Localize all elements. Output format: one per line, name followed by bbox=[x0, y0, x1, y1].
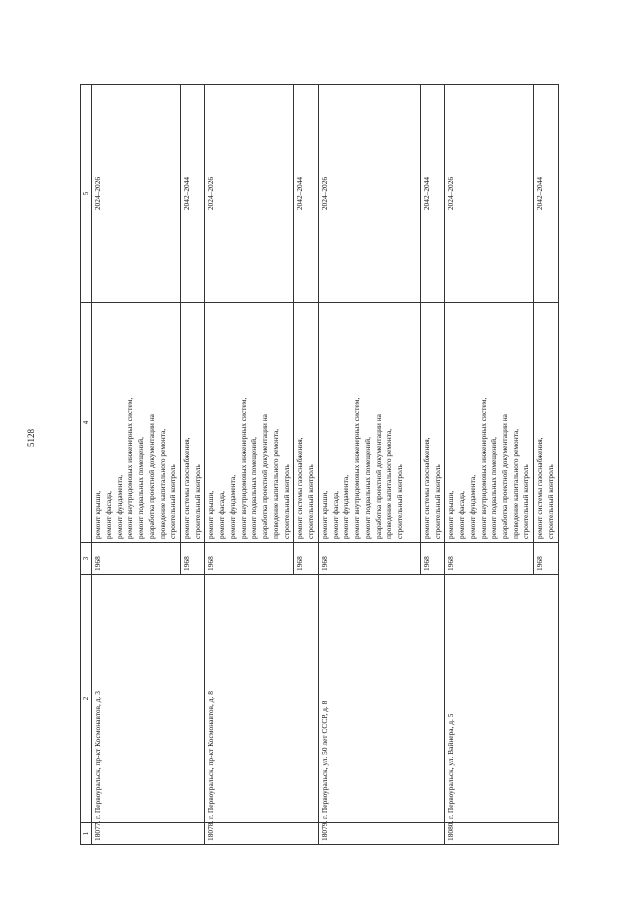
year-cell: 1968 bbox=[318, 543, 420, 575]
works-line: ремонт подвальных помещений, bbox=[136, 437, 146, 539]
year-cell: 1968 bbox=[92, 543, 181, 575]
period-cell: 2042–2044 bbox=[181, 85, 205, 303]
works-line: ремонт внутридомовых инженерных систем, bbox=[478, 397, 488, 539]
works-line: ремонт подвальных помещений, bbox=[249, 437, 259, 539]
works-line: ремонт подвальных помещений, bbox=[489, 437, 499, 539]
table-row bbox=[445, 85, 534, 845]
period-cell: 2042–2044 bbox=[534, 85, 558, 303]
works-line: проведение капитального ремонта, bbox=[270, 428, 280, 539]
works-line: ремонт крыши, bbox=[206, 490, 216, 539]
table-row bbox=[92, 85, 181, 845]
year-cell: 1968 bbox=[294, 543, 318, 575]
row-number: 18078. bbox=[205, 823, 318, 845]
works-line: ремонт крыши, bbox=[446, 490, 456, 539]
works-line: ремонт подвальных помещений, bbox=[362, 437, 372, 539]
column-header: 3 bbox=[81, 543, 92, 575]
period-cell: 2042–2044 bbox=[294, 85, 318, 303]
period-cell: 2024–2026 bbox=[92, 85, 181, 303]
page-number: 5128 bbox=[26, 429, 36, 447]
period-cell: 2024–2026 bbox=[205, 85, 294, 303]
works-line: строительный контроль bbox=[394, 464, 404, 539]
works-cell bbox=[420, 303, 444, 543]
works-line: ремонт фундамента, bbox=[341, 474, 351, 539]
works-line: ремонт фасада, bbox=[103, 491, 113, 539]
year-cell: 1968 bbox=[181, 543, 205, 575]
year-cell: 1968 bbox=[534, 543, 558, 575]
works-line: строительный контроль bbox=[545, 464, 555, 539]
rotated-table-sheet bbox=[80, 85, 600, 845]
row-number: 18079. bbox=[318, 823, 444, 845]
works-cell bbox=[294, 303, 318, 543]
table-row bbox=[205, 85, 294, 845]
column-header: 2 bbox=[81, 575, 92, 823]
works-line: разработка проектной документации на bbox=[260, 414, 270, 539]
works-cell bbox=[318, 303, 420, 543]
works-cell bbox=[92, 303, 181, 543]
works-line: ремонт системы газоснабжения, bbox=[295, 437, 305, 539]
column-header: 5 bbox=[81, 85, 92, 303]
works-line: ремонт фундамента, bbox=[114, 474, 124, 539]
works-line: строительный контроль bbox=[521, 464, 531, 539]
works-line: строительный контроль bbox=[432, 464, 442, 539]
works-line: проведение капитального ремонта, bbox=[510, 428, 520, 539]
repair-schedule-table bbox=[80, 84, 559, 845]
period-cell: 2024–2026 bbox=[445, 85, 534, 303]
works-line: ремонт внутридомовых инженерных систем, bbox=[238, 397, 248, 539]
address-cell: г. Первоуральск, пр-кт Космонавтов, д. 8 bbox=[205, 575, 318, 823]
address-cell: г. Первоуральск, пр-кт Космонавтов, д. 3 bbox=[92, 575, 205, 823]
works-line: ремонт крыши, bbox=[93, 490, 103, 539]
works-line: разработка проектной документации на bbox=[146, 414, 156, 539]
works-line: ремонт системы газоснабжения, bbox=[421, 437, 431, 539]
table-row bbox=[318, 85, 420, 845]
works-line: ремонт фундамента, bbox=[227, 474, 237, 539]
row-number: 18080. bbox=[445, 823, 558, 845]
works-line: разработка проектной документации на bbox=[373, 414, 383, 539]
works-line: строительный контроль bbox=[192, 464, 202, 539]
period-cell: 2042–2044 bbox=[420, 85, 444, 303]
year-cell: 1968 bbox=[420, 543, 444, 575]
works-line: ремонт внутридомовых инженерных систем, bbox=[352, 397, 362, 539]
works-line: ремонт фасада, bbox=[330, 491, 340, 539]
works-line: ремонт крыши, bbox=[319, 490, 329, 539]
works-line: ремонт системы газоснабжения, bbox=[182, 437, 192, 539]
works-cell bbox=[445, 303, 534, 543]
works-line: ремонт фасада, bbox=[217, 491, 227, 539]
works-line: строительный контроль bbox=[306, 464, 316, 539]
works-line: проведение капитального ремонта, bbox=[384, 428, 394, 539]
address-cell: г. Первоуральск, ул. Вайнера, д. 5 bbox=[445, 575, 558, 823]
column-header: 1 bbox=[81, 823, 92, 845]
works-line: ремонт фундамента, bbox=[467, 474, 477, 539]
works-line: ремонт внутридомовых инженерных систем, bbox=[125, 397, 135, 539]
column-number-row bbox=[81, 85, 92, 845]
column-header: 4 bbox=[81, 303, 92, 543]
works-line: ремонт системы газоснабжения, bbox=[535, 437, 545, 539]
row-number: 18077. bbox=[92, 823, 205, 845]
works-cell bbox=[205, 303, 294, 543]
works-cell bbox=[534, 303, 558, 543]
works-line: разработка проектной документации на bbox=[499, 414, 509, 539]
period-cell: 2024–2026 bbox=[318, 85, 420, 303]
works-cell bbox=[181, 303, 205, 543]
year-cell: 1968 bbox=[445, 543, 534, 575]
works-line: проведение капитального ремонта, bbox=[157, 428, 167, 539]
works-line: ремонт фасада, bbox=[457, 491, 467, 539]
year-cell: 1968 bbox=[205, 543, 294, 575]
works-line: строительный контроль bbox=[281, 464, 291, 539]
address-cell: г. Первоуральск, ул. 50 лет СССР, д. 8 bbox=[318, 575, 444, 823]
works-line: строительный контроль bbox=[168, 464, 178, 539]
